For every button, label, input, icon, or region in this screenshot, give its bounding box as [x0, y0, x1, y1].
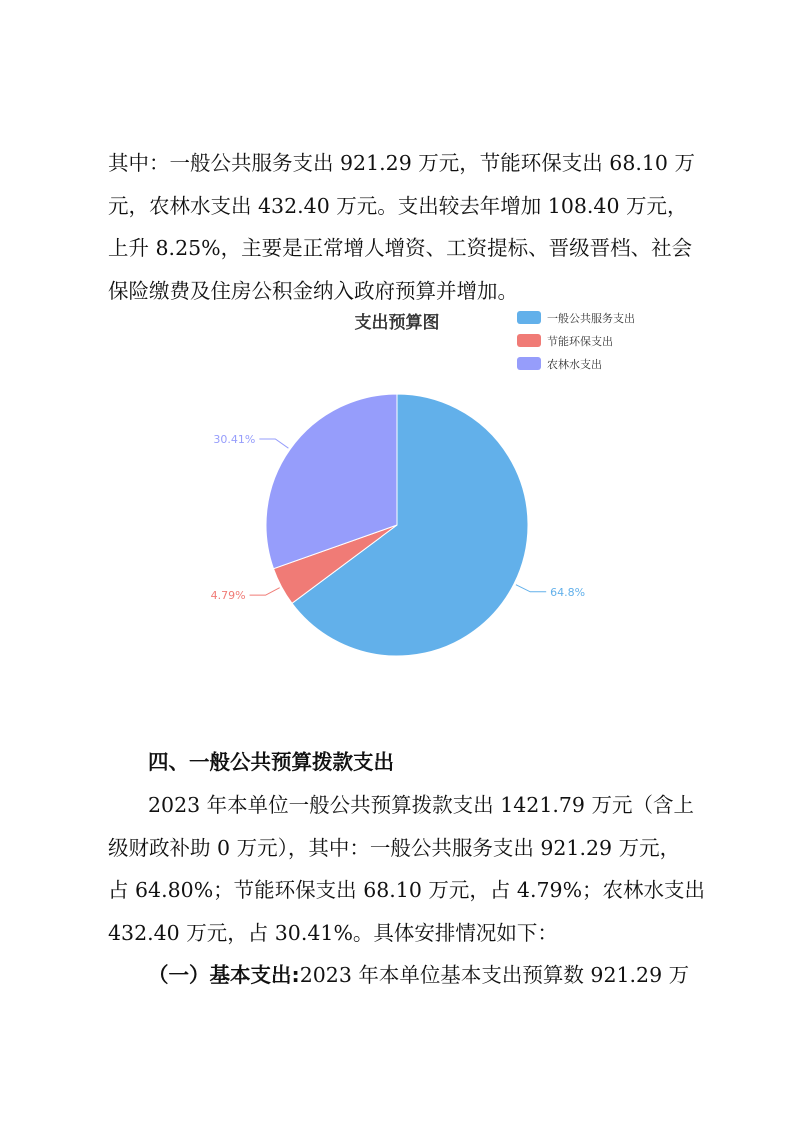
section-heading: 四、一般公共预算拨款支出: [148, 750, 394, 774]
text-line: 上升 8.25%，主要是正常增人增资、工资提标、晋级晋档、社会: [108, 236, 693, 260]
text-line: 432.40 万元，占 30.41%。具体安排情况如下：: [108, 920, 558, 945]
text-line: 级财政补助 0 万元），其中：一般公共服务支出 921.29 万元，: [108, 835, 681, 860]
legend-swatch: [517, 357, 541, 370]
text-line: 保险缴费及住房公积金纳入政府预算并增加。: [108, 278, 518, 303]
legend-label: 一般公共服务支出: [547, 312, 635, 325]
expenditure-pie-chart: [150, 298, 650, 678]
pie-data-label: 4.79%: [210, 589, 246, 603]
legend-swatch: [517, 334, 541, 347]
pie-leader-line: [250, 588, 280, 596]
chart-title: 支出预算图: [354, 313, 440, 333]
text-line: 元，农林水支出 432.40 万元。支出较去年增加 108.40 万元，: [108, 193, 688, 218]
chart-legend: [517, 311, 635, 371]
pie-leader-line: [259, 439, 288, 448]
text-line: 其中：一般公共服务支出 921.29 万元，节能环保支出 68.10 万: [108, 151, 695, 175]
pie-slices: [266, 394, 528, 656]
text-line: [108, 954, 698, 997]
legend-label: 节能环保支出: [547, 335, 613, 348]
pie-data-label: 30.41%: [213, 432, 256, 446]
pie-leader-line: [516, 585, 546, 592]
text-line: 占 64.80%；节能环保支出 68.10 万元，占 4.79%；农林水支出: [108, 878, 706, 902]
legend-item[interactable]: [517, 311, 635, 325]
subsection-label: （一）基本支出:: [148, 963, 300, 987]
legend-label: 农林水支出: [547, 358, 602, 371]
legend-item[interactable]: [517, 357, 602, 371]
pie-data-label: 64.8%: [550, 585, 586, 599]
paragraph-expenditure-breakdown: [108, 142, 698, 312]
legend-swatch: [517, 311, 541, 324]
subsection-text: 2023 年本单位基本支出预算数 921.29 万: [299, 963, 690, 987]
legend-item[interactable]: [517, 334, 613, 348]
paragraph-basic-expenditure: [108, 954, 698, 997]
paragraph-general-budget: [108, 784, 706, 954]
text-line: 2023 年本单位一般公共预算拨款支出 1421.79 万元（含上: [148, 793, 694, 817]
